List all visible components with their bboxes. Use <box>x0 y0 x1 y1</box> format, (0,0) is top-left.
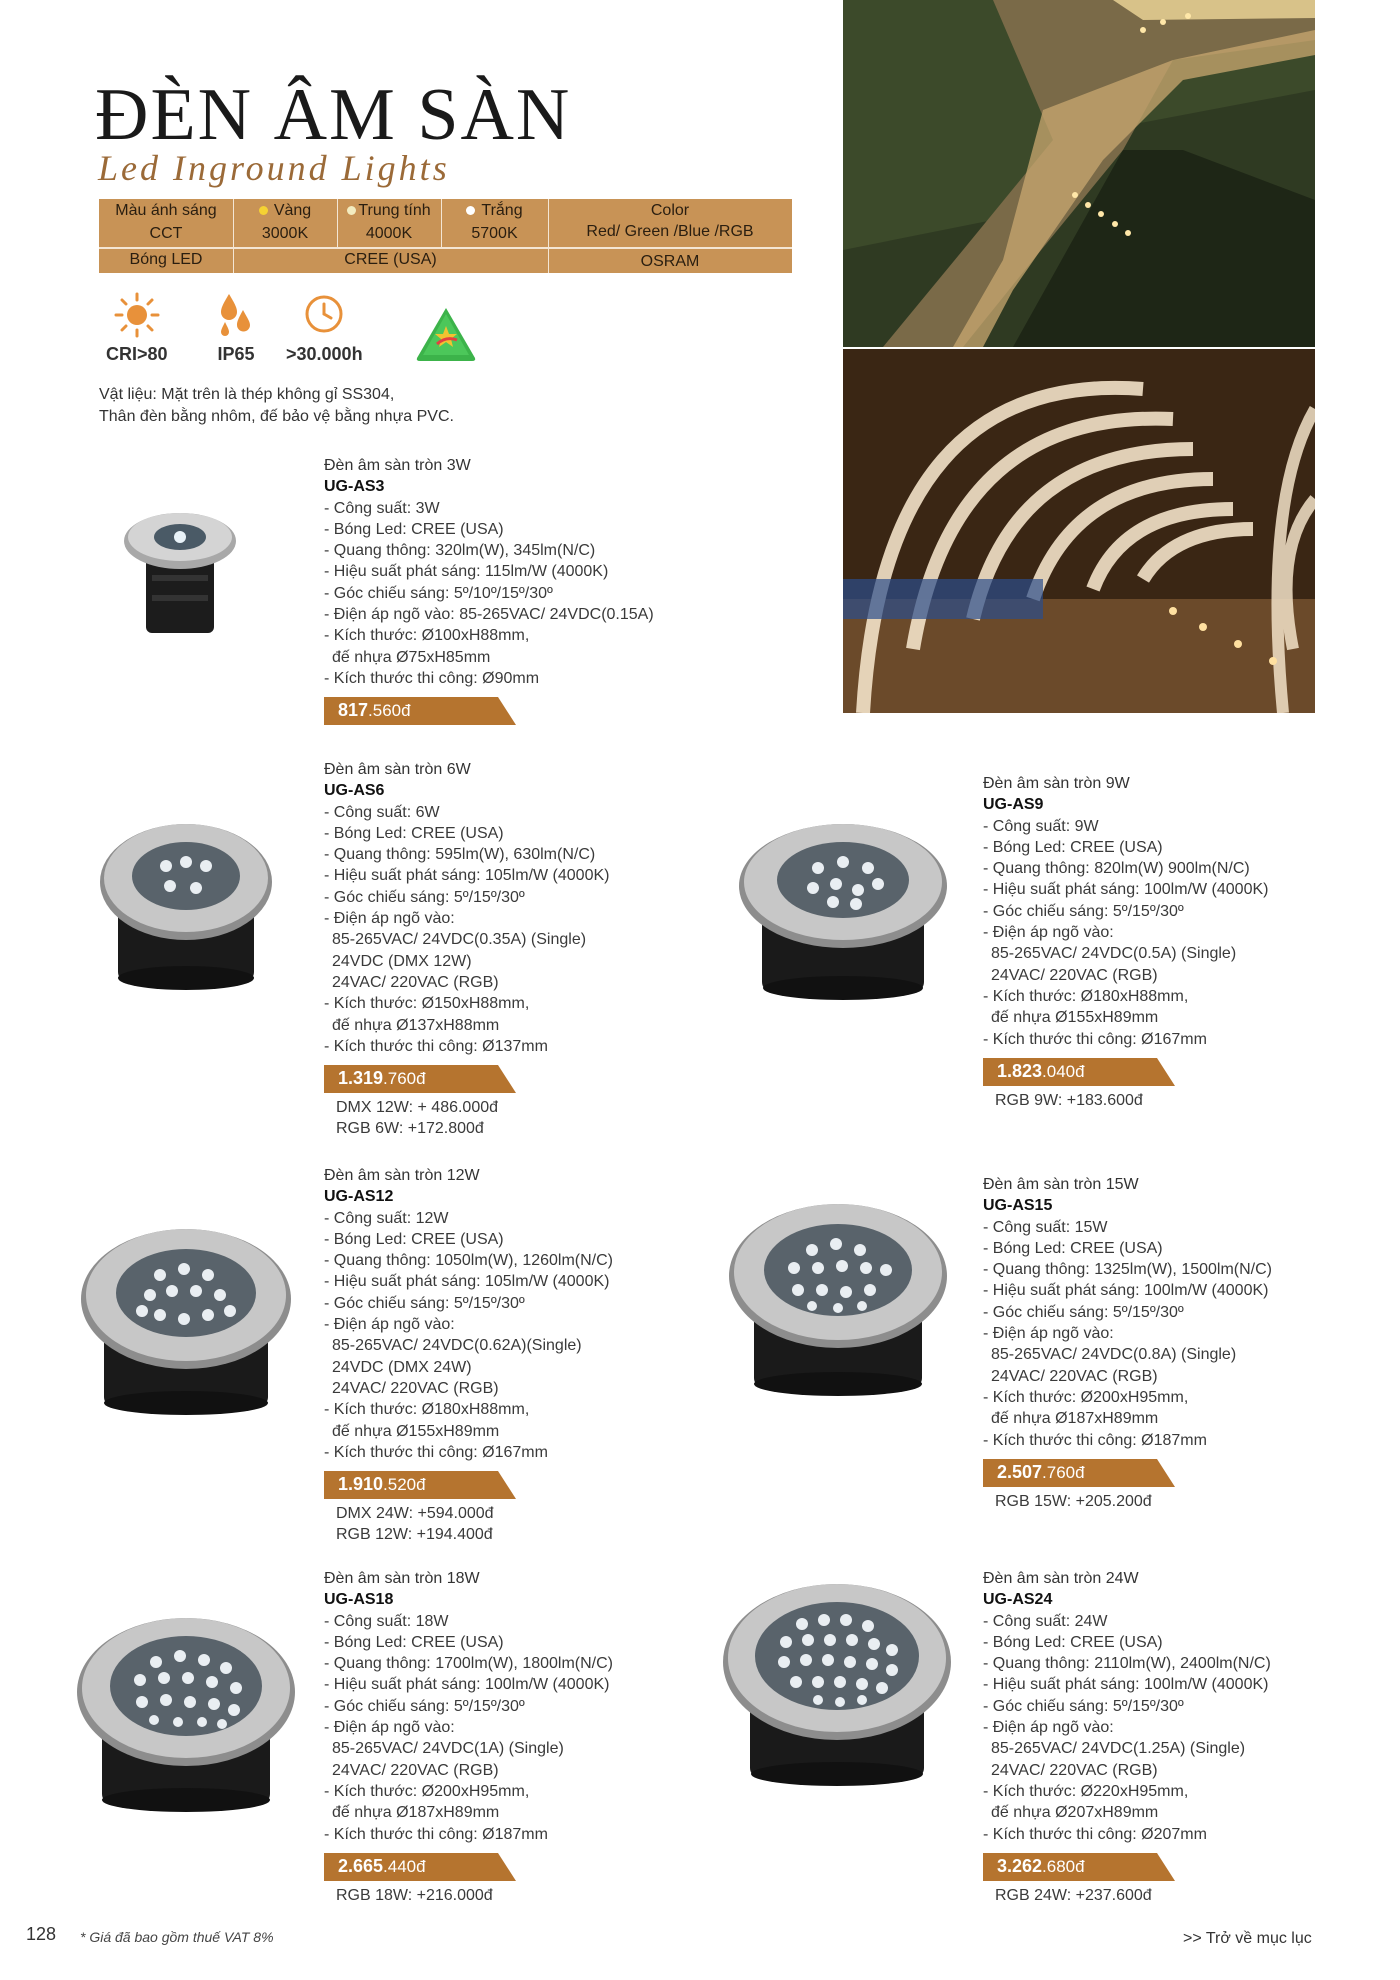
price-tag <box>324 1471 516 1499</box>
warm-dot-icon <box>259 206 268 215</box>
product-name: Đèn âm sàn tròn 24W <box>983 1570 1139 1587</box>
price-rest: .440đ <box>383 1856 426 1876</box>
spec-line: - Điện áp ngõ vào: <box>324 910 455 928</box>
product-as6 <box>324 759 609 1140</box>
outdoor-path-photo <box>843 0 1315 347</box>
product-code: UG-AS9 <box>983 796 1044 814</box>
price-main: 2.665 <box>338 1855 384 1876</box>
spec-line: - Quang thông: 2110lm(W), 2400lm(N/C) <box>983 1655 1271 1673</box>
spec-line: 24VDC (DMX 24W) <box>332 1358 472 1376</box>
spec-line: 85-265VAC/ 24VDC(0.8A) (Single) <box>991 1346 1237 1364</box>
color-label: Màu ánh sáng <box>115 202 217 219</box>
product-image-as9 <box>738 820 948 1000</box>
white-cct: 5700K <box>471 225 518 242</box>
material-description: Vật liệu: Mặt trên là thép không gỉ SS304, Thân đèn bằng nhôm, đế bảo vệ bằng nhựa PVC. <box>99 386 454 425</box>
spec-line: - Góc chiếu sáng: 5º/15º/30º <box>983 1697 1184 1715</box>
product-name: Đèn âm sàn tròn 9W <box>983 775 1130 792</box>
spec-line: - Kích thước thi công: Ø207mm <box>983 1825 1207 1843</box>
spec-line: 85-265VAC/ 24VDC(1A) (Single) <box>332 1740 564 1758</box>
price-main: 817 <box>338 700 369 721</box>
arched-corridor-photo <box>843 349 1315 713</box>
price-tag <box>324 1853 516 1881</box>
price-rest: .760đ <box>383 1069 426 1089</box>
price-tag <box>983 1459 1175 1487</box>
spec-line: - Quang thông: 595lm(W), 630lm(N/C) <box>324 846 596 864</box>
spec-line: - Góc chiếu sáng: 5º/15º/30º <box>983 1303 1184 1321</box>
price-main: 1.910 <box>338 1474 384 1495</box>
spec-line: đế nhựa Ø207xH89mm <box>991 1804 1159 1822</box>
spec-line: - Bóng Led: CREE (USA) <box>324 1633 504 1651</box>
page-number: 128 <box>26 1924 57 1944</box>
vat-note: * Giá đã bao gồm thuế VAT 8% <box>80 1929 274 1945</box>
price-rest: .760đ <box>1042 1462 1085 1482</box>
product-as24 <box>983 1568 1271 1906</box>
warm-cct: 3000K <box>261 225 309 242</box>
neutral-color: Trung tính <box>337 200 441 222</box>
product-image-as18 <box>76 1612 296 1812</box>
spec-line: - Kích thước: Ø200xH95mm, <box>983 1388 1189 1406</box>
spec-line: đế nhựa Ø187xH89mm <box>991 1410 1159 1428</box>
spec-line: - Công suất: 18W <box>324 1612 449 1630</box>
price-main: 1.319 <box>338 1068 384 1089</box>
spec-line: đế nhựa Ø155xH89mm <box>991 1009 1159 1027</box>
spec-line: - Hiệu suất phát sáng: 100lm/W (4000K) <box>983 881 1269 899</box>
spec-line: 85-265VAC/ 24VDC(0.35A) (Single) <box>332 931 587 949</box>
spec-line: - Kích thước thi công: Ø137mm <box>324 1037 548 1055</box>
spec-line: - Quang thông: 1050lm(W), 1260lm(N/C) <box>324 1252 613 1270</box>
spec-line: - Kích thước: Ø180xH88mm, <box>983 987 1189 1005</box>
spec-line: đế nhựa Ø137xH88mm <box>332 1016 500 1034</box>
price-addon: RGB 18W: +216.000đ <box>336 1886 493 1904</box>
spec-line: - Bóng Led: CREE (USA) <box>324 1230 504 1248</box>
spec-line: - Điện áp ngõ vào: <box>983 1719 1114 1737</box>
led-osram: OSRAM <box>640 253 700 270</box>
spec-line: - Hiệu suất phát sáng: 100lm/W (4000K) <box>324 1676 610 1694</box>
spec-line: 85-265VAC/ 24VDC(1.25A) (Single) <box>991 1740 1246 1758</box>
product-image-as3 <box>122 505 238 645</box>
spec-line: - Kích thước: Ø180xH88mm, <box>324 1401 530 1419</box>
price-addon: RGB 6W: +172.800đ <box>336 1120 484 1138</box>
product-name: Đèn âm sàn tròn 6W <box>324 761 471 778</box>
spec-line: - Hiệu suất phát sáng: 105lm/W (4000K) <box>324 1273 610 1291</box>
product-name: Đèn âm sàn tròn 15W <box>983 1176 1139 1193</box>
spec-line: - Bóng Led: CREE (USA) <box>983 1239 1163 1257</box>
rgb-value: Red/ Green /Blue /RGB <box>586 223 754 240</box>
spec-line: - Công suất: 12W <box>324 1209 449 1227</box>
spec-line: - Góc chiếu sáng: 5º/15º/30º <box>324 1294 525 1312</box>
feature-ip <box>213 292 259 365</box>
certification-badge-icon <box>415 306 477 367</box>
spec-line: - Kích thước thi công: Ø167mm <box>324 1443 548 1461</box>
spec-line: 24VAC/ 220VAC (RGB) <box>332 1761 499 1779</box>
spec-line: - Quang thông: 820lm(W) 900lm(N/C) <box>983 860 1250 878</box>
cct-label: CCT <box>149 225 183 242</box>
life-label: >30.000h <box>286 344 363 364</box>
cri-label: CRI>80 <box>106 344 168 364</box>
price-addon: RGB 12W: +194.400đ <box>336 1526 493 1544</box>
price-addon: DMX 12W: + 486.000đ <box>336 1099 499 1117</box>
spec-line: 85-265VAC/ 24VDC(0.62A)(Single) <box>332 1337 582 1355</box>
price-addon: RGB 15W: +205.200đ <box>995 1492 1152 1510</box>
product-code: UG-AS24 <box>983 1591 1053 1609</box>
spec-line: - Quang thông: 320lm(W), 345lm(N/C) <box>324 542 596 560</box>
product-as18 <box>324 1568 613 1906</box>
product-name: Đèn âm sàn tròn 12W <box>324 1167 480 1184</box>
product-image-as12 <box>80 1225 292 1415</box>
spec-line: - Góc chiếu sáng: 5º/15º/30º <box>324 1697 525 1715</box>
price-rest: .040đ <box>1042 1061 1085 1081</box>
spec-line: - Bóng Led: CREE (USA) <box>324 520 504 538</box>
neutral-cct: 4000K <box>365 225 413 242</box>
price-main: 3.262 <box>997 1855 1043 1876</box>
white-color: Trắng <box>441 200 548 222</box>
spec-line: 24VDC (DMX 12W) <box>332 952 472 970</box>
spec-line: - Kích thước thi công: Ø90mm <box>324 669 540 687</box>
spec-line: - Góc chiếu sáng: 5º/15º/30º <box>324 888 525 906</box>
feature-cri <box>106 292 168 365</box>
product-as15 <box>983 1174 1272 1512</box>
feature-life <box>286 292 363 365</box>
back-to-contents-link[interactable]: >> Trở về mục lục <box>1183 1930 1312 1947</box>
sun-icon <box>114 292 160 338</box>
spec-line: đế nhựa Ø155xH89mm <box>332 1422 500 1440</box>
white-dot-icon <box>466 206 475 215</box>
price-rest: .520đ <box>383 1475 426 1495</box>
spec-line: - Hiệu suất phát sáng: 105lm/W (4000K) <box>324 867 610 885</box>
spec-line: - Kích thước: Ø100xH88mm, <box>324 627 530 645</box>
neutral-dot-icon <box>347 206 356 215</box>
spec-line: - Hiệu suất phát sáng: 115lm/W (4000K) <box>324 563 609 581</box>
spec-line: đế nhựa Ø75xH85mm <box>332 648 491 666</box>
product-as3 <box>324 455 654 725</box>
price-rest: .560đ <box>368 701 411 721</box>
spec-line: - Kích thước thi công: Ø187mm <box>324 1825 548 1843</box>
spec-line: 24VAC/ 220VAC (RGB) <box>991 966 1158 984</box>
product-code: UG-AS15 <box>983 1197 1053 1215</box>
page-title: ĐÈN ÂM SÀN <box>95 74 572 156</box>
spec-line: - Điện áp ngõ vào: <box>983 924 1114 942</box>
price-tag <box>324 1065 516 1093</box>
product-as12 <box>324 1165 613 1546</box>
price-addon: RGB 24W: +237.600đ <box>995 1886 1152 1904</box>
led-cree: CREE (USA) <box>344 251 437 268</box>
price-addon: DMX 24W: +594.000đ <box>336 1505 494 1523</box>
product-code: UG-AS12 <box>324 1188 394 1206</box>
spec-line: - Kích thước: Ø200xH95mm, <box>324 1782 530 1800</box>
spec-line: - Quang thông: 1700lm(W), 1800lm(N/C) <box>324 1655 613 1673</box>
water-drops-icon <box>213 292 259 338</box>
spec-line: - Góc chiếu sáng: 5º/10º/15º/30º <box>324 584 553 602</box>
spec-line: - Điện áp ngõ vào: <box>324 1316 455 1334</box>
spec-line: - Kích thước: Ø150xH88mm, <box>324 995 530 1013</box>
spec-line: 24VAC/ 220VAC (RGB) <box>991 1761 1158 1779</box>
light-spec-table <box>99 199 792 273</box>
price-tag <box>324 697 516 725</box>
spec-line: - Công suất: 15W <box>983 1218 1108 1236</box>
product-code: UG-AS3 <box>324 478 385 496</box>
product-image-as6 <box>98 820 274 990</box>
price-rest: .680đ <box>1042 1856 1085 1876</box>
product-code: UG-AS6 <box>324 782 385 800</box>
price-tag <box>983 1058 1175 1086</box>
spec-line: - Điện áp ngõ vào: 85-265VAC/ 24VDC(0.15A) <box>324 606 654 624</box>
spec-line: - Công suất: 24W <box>983 1612 1108 1630</box>
spec-line: đế nhựa Ø187xH89mm <box>332 1804 500 1822</box>
led-label: Bóng LED <box>129 251 203 268</box>
product-name: Đèn âm sàn tròn 3W <box>324 457 471 474</box>
spec-line: - Bóng Led: CREE (USA) <box>324 824 504 842</box>
spec-line: - Góc chiếu sáng: 5º/15º/30º <box>983 902 1184 920</box>
spec-line: - Công suất: 6W <box>324 803 440 821</box>
price-tag <box>983 1853 1175 1881</box>
spec-line: - Kích thước: Ø220xH95mm, <box>983 1782 1189 1800</box>
spec-line: 24VAC/ 220VAC (RGB) <box>332 1379 499 1397</box>
spec-line: 24VAC/ 220VAC (RGB) <box>991 1367 1158 1385</box>
price-main: 2.507 <box>997 1461 1043 1482</box>
clock-icon <box>301 292 347 338</box>
spec-line: - Điện áp ngõ vào: <box>983 1325 1114 1343</box>
page-subtitle: Led Inground Lights <box>98 148 450 188</box>
warm-color: Vàng <box>233 200 337 222</box>
spec-line: - Bóng Led: CREE (USA) <box>983 838 1163 856</box>
ip-label: IP65 <box>217 344 255 364</box>
spec-line: - Quang thông: 1325lm(W), 1500lm(N/C) <box>983 1261 1272 1279</box>
product-as9 <box>983 773 1268 1111</box>
price-main: 1.823 <box>997 1060 1043 1081</box>
spec-line: - Điện áp ngõ vào: <box>324 1719 455 1737</box>
spec-line: - Kích thước thi công: Ø167mm <box>983 1030 1207 1048</box>
spec-line: - Hiệu suất phát sáng: 100lm/W (4000K) <box>983 1676 1269 1694</box>
spec-line: 24VAC/ 220VAC (RGB) <box>332 973 499 991</box>
spec-line: - Kích thước thi công: Ø187mm <box>983 1431 1207 1449</box>
spec-line: - Công suất: 9W <box>983 817 1099 835</box>
price-addon: RGB 9W: +183.600đ <box>995 1091 1143 1109</box>
spec-line: - Bóng Led: CREE (USA) <box>983 1633 1163 1651</box>
spec-line: - Hiệu suất phát sáng: 100lm/W (4000K) <box>983 1282 1269 1300</box>
product-image-as24 <box>722 1578 952 1786</box>
spec-line: - Công suất: 3W <box>324 499 440 517</box>
rgb-color: Color <box>650 202 690 219</box>
product-code: UG-AS18 <box>324 1591 394 1609</box>
product-image-as15 <box>728 1198 948 1396</box>
spec-line: 85-265VAC/ 24VDC(0.5A) (Single) <box>991 945 1237 963</box>
product-name: Đèn âm sàn tròn 18W <box>324 1570 480 1587</box>
